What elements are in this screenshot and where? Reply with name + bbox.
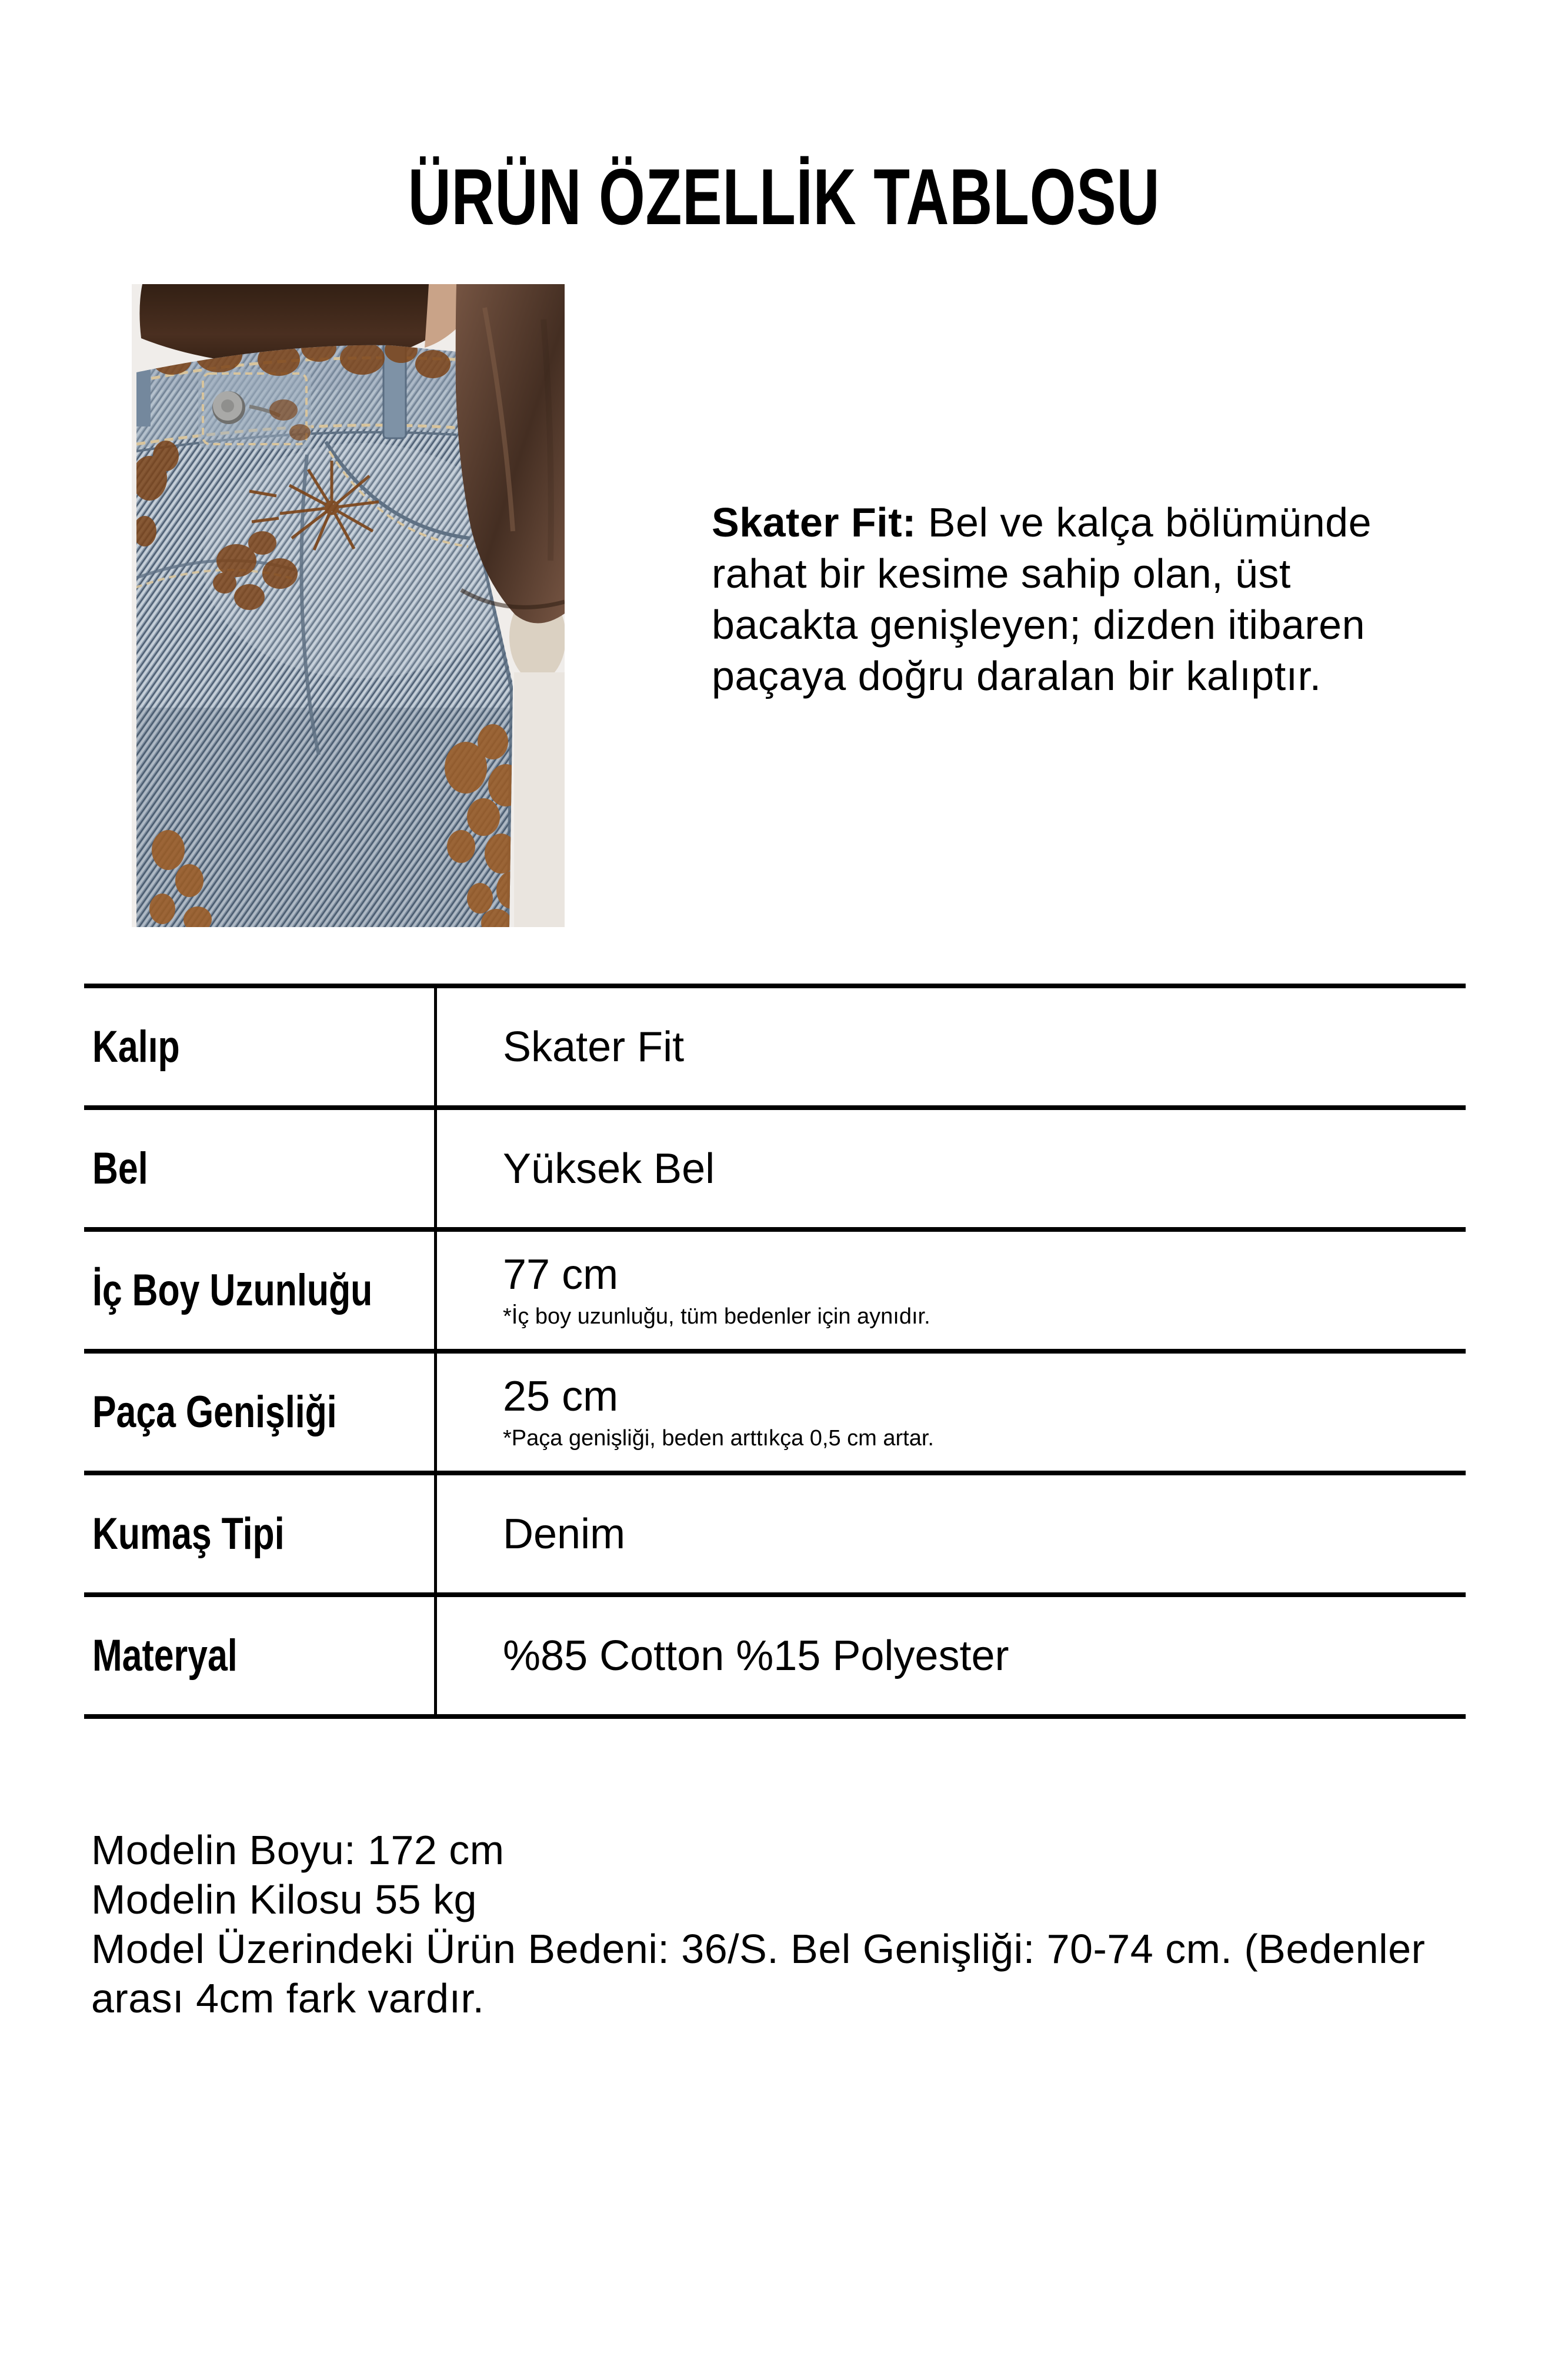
- row-value: Yüksek Bel: [503, 1145, 715, 1192]
- row-value: 25 cm: [503, 1372, 619, 1420]
- waist-button: [212, 391, 245, 424]
- fit-description: Skater Fit: Bel ve kalça bölümünde rahat bir kesime sahip olan, üst bacakta genişleyen; dizden itibaren paçaya doğru daralan bir kalıptır.: [712, 499, 1372, 699]
- fit-name: Skater Fit:: [712, 499, 916, 545]
- table-row-paca-genisligi: [84, 1354, 1466, 1475]
- table-row-bel: [84, 1110, 1466, 1232]
- row-label: Kalıp: [92, 1022, 180, 1072]
- model-size-line: Model Üzerindeki Ürün Bedeni: 36/S. Bel Genişliği: 70-74 cm. (Bedenler: [91, 1926, 1426, 1972]
- row-label: Bel: [92, 1144, 148, 1194]
- row-label: Materyal: [92, 1631, 238, 1681]
- row-note: *İç boy uzunluğu, tüm bedenler için aynıdır.: [503, 1304, 930, 1329]
- table-row-materyal: [84, 1597, 1466, 1719]
- table-row-kalip: [84, 988, 1466, 1110]
- row-value: Denim: [503, 1510, 626, 1558]
- row-label: Paça Genişliği: [92, 1387, 337, 1437]
- row-label: İç Boy Uzunluğu: [92, 1265, 373, 1315]
- model-weight-line: Modelin Kilosu 55 kg: [91, 1877, 477, 1922]
- product-photo: [132, 284, 565, 927]
- backdrop-shadow: [514, 672, 565, 927]
- page-title: ÜRÜN ÖZELLİK TABLOSU: [408, 152, 1160, 241]
- model-size-line-2: arası 4cm fark vardır.: [91, 1975, 485, 2021]
- spec-table: [84, 984, 1466, 1719]
- row-value: %85 Cotton %15 Polyester: [503, 1632, 1009, 1679]
- row-value: 77 cm: [503, 1251, 619, 1298]
- belt-loop: [136, 366, 151, 426]
- row-label: Kumaş Tipi: [92, 1509, 285, 1559]
- row-value: Skater Fit: [503, 1023, 685, 1071]
- model-height-line: Modelin Boyu: 172 cm: [91, 1827, 505, 1873]
- model-info: [91, 1825, 1473, 2023]
- jeans-photo-graphic: [132, 284, 565, 927]
- table-row-kumas-tipi: [84, 1475, 1466, 1597]
- table-row-ic-boy-uzunlugu: [84, 1232, 1466, 1354]
- table-column-divider: [434, 988, 437, 1719]
- row-note: *Paça genişliği, beden arttıkça 0,5 cm artar.: [503, 1425, 934, 1451]
